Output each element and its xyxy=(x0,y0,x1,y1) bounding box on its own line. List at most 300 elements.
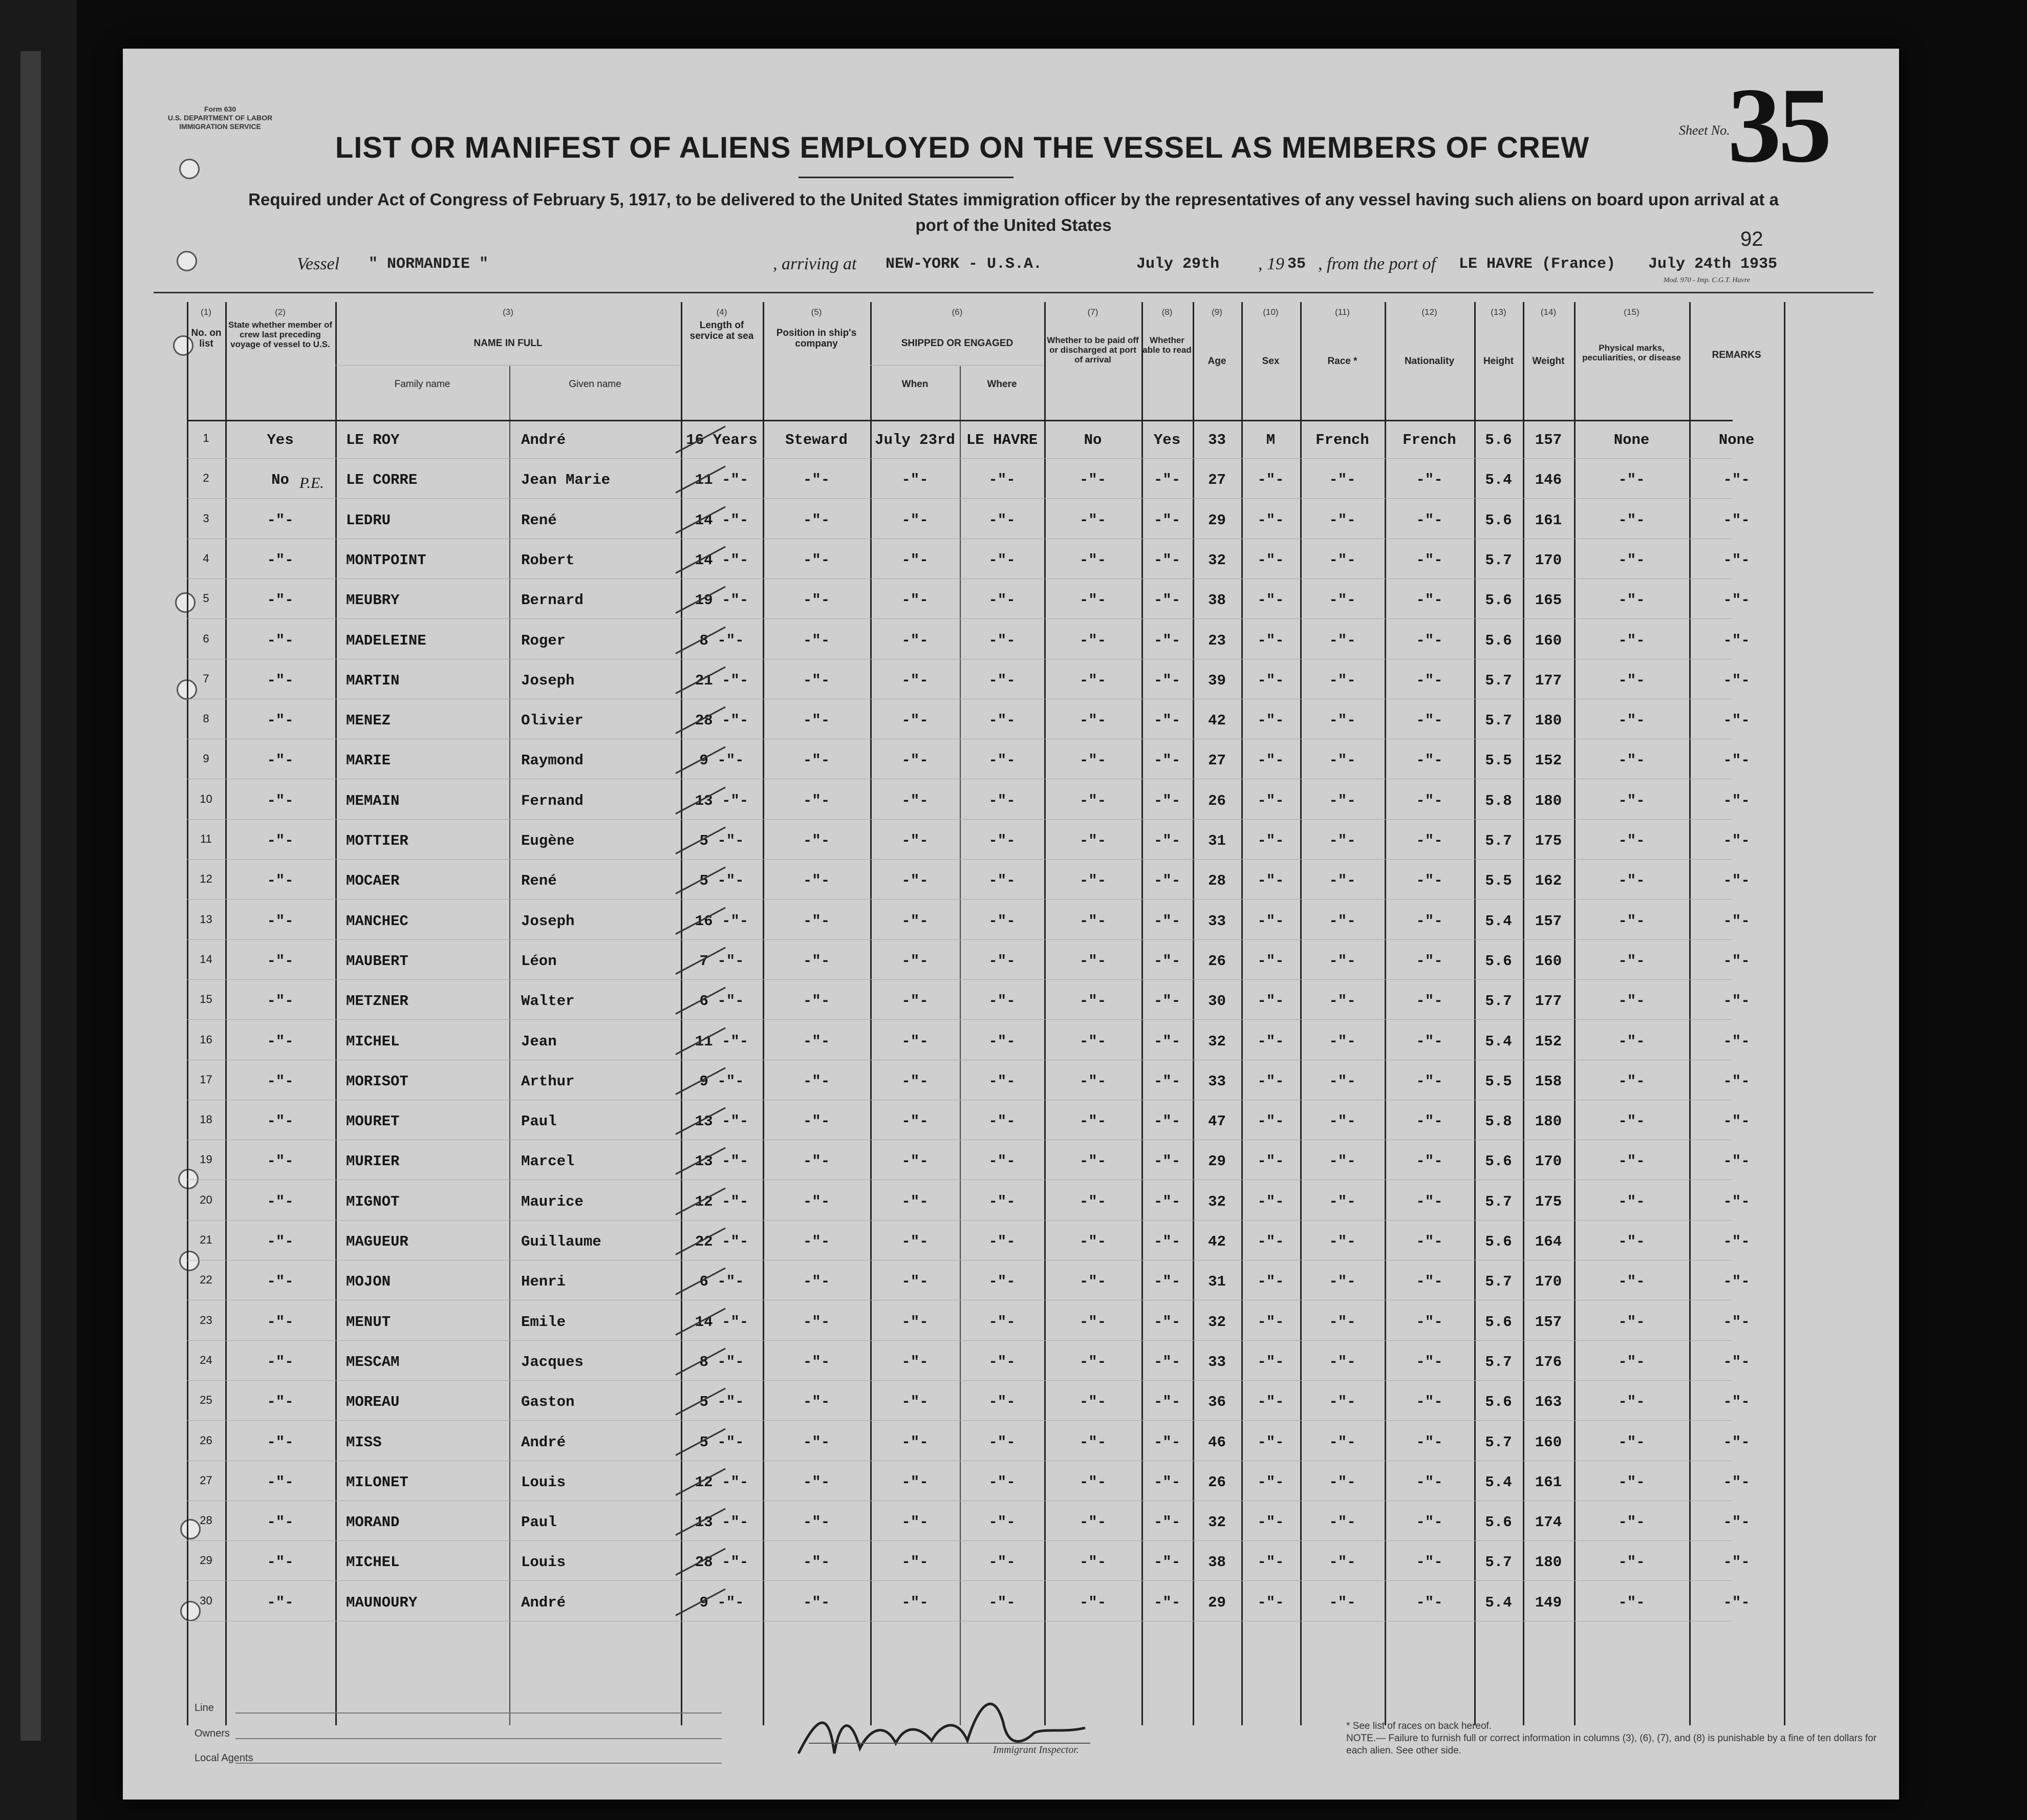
cell-race: -"- xyxy=(1329,712,1356,730)
cell-previous-voyage: -"- xyxy=(267,511,294,529)
cell-age: 39 xyxy=(1208,672,1226,689)
cell-row-number: 18 xyxy=(200,1113,212,1126)
cell-able-to-read: -"- xyxy=(1153,1033,1181,1050)
cell-given-name: André xyxy=(521,1433,566,1451)
cell-physical-marks: -"- xyxy=(1618,1554,1645,1571)
cell-nationality: -"- xyxy=(1416,1033,1443,1050)
cell-row-number: 2 xyxy=(203,472,209,485)
col13-number: (13) xyxy=(1491,307,1506,317)
cell-row-number: 27 xyxy=(200,1473,212,1487)
cell-given-name: Joseph xyxy=(521,672,575,689)
cell-row-number: 22 xyxy=(200,1273,212,1287)
cell-weight: 161 xyxy=(1535,511,1562,529)
cell-height: 5.7 xyxy=(1485,1273,1512,1291)
col10-header: Sex xyxy=(1262,356,1280,367)
cell-position: -"- xyxy=(803,1514,830,1531)
cell-length-of-service: 14 -"- xyxy=(695,511,749,529)
cell-height: 5.4 xyxy=(1485,472,1512,489)
cell-sex: -"- xyxy=(1257,952,1284,970)
cell-weight: 157 xyxy=(1535,912,1562,930)
cell-row-number: 9 xyxy=(203,752,209,765)
cell-weight: 176 xyxy=(1535,1353,1562,1371)
cell-length-of-service: 13 -"- xyxy=(695,792,749,809)
cell-race: French xyxy=(1316,432,1369,448)
cell-height: 5.7 xyxy=(1485,1433,1512,1451)
inspector-label: Immigrant Inspector. xyxy=(993,1744,1079,1755)
cell-length-of-service: 8 -"- xyxy=(699,632,744,649)
cell-family-name: MOTTIER xyxy=(346,832,408,849)
cell-position: -"- xyxy=(803,472,830,489)
cell-remarks: -"- xyxy=(1723,912,1750,930)
cell-given-name: Maurice xyxy=(521,1193,584,1210)
cell-physical-marks: None xyxy=(1613,432,1650,448)
subtitle-line-2: port of the United States xyxy=(915,216,1112,234)
cell-shipped-where: -"- xyxy=(988,1273,1016,1291)
cell-shipped-when: -"- xyxy=(901,1193,929,1210)
cell-paid-off: -"- xyxy=(1079,832,1107,849)
cell-physical-marks: -"- xyxy=(1618,752,1645,769)
cell-nationality: -"- xyxy=(1416,993,1443,1010)
cell-physical-marks: -"- xyxy=(1618,551,1645,569)
cell-able-to-read: -"- xyxy=(1153,1153,1181,1170)
cell-position: -"- xyxy=(803,752,830,769)
header-bottom-rule xyxy=(187,420,1733,421)
cell-nationality: French xyxy=(1403,432,1456,448)
cell-nationality: -"- xyxy=(1416,632,1443,649)
cell-race: -"- xyxy=(1329,832,1356,849)
col6-header: SHIPPED OR ENGAGED xyxy=(901,338,1014,349)
cell-shipped-when: July 23rd xyxy=(875,432,955,448)
cell-remarks: -"- xyxy=(1723,472,1750,489)
cell-height: 5.7 xyxy=(1485,551,1512,569)
cell-shipped-where: -"- xyxy=(988,712,1016,730)
cell-nationality: -"- xyxy=(1416,551,1443,569)
cell-given-name: Henri xyxy=(521,1273,566,1291)
cell-weight: 170 xyxy=(1535,1273,1562,1291)
cell-shipped-when: -"- xyxy=(901,1394,929,1411)
cell-shipped-where: -"- xyxy=(988,472,1016,489)
cell-given-name: Jean Marie xyxy=(521,472,611,489)
cell-race: -"- xyxy=(1329,472,1356,489)
cell-age: 42 xyxy=(1208,1233,1226,1250)
cell-position: -"- xyxy=(803,1313,830,1331)
cell-nationality: -"- xyxy=(1416,672,1443,689)
handwritten-initials: P.E. xyxy=(299,475,324,491)
cell-position: -"- xyxy=(803,1594,830,1611)
punch-hole xyxy=(178,1169,199,1189)
cell-previous-voyage: -"- xyxy=(267,1394,294,1411)
cell-sex: -"- xyxy=(1257,1473,1284,1491)
cell-physical-marks: -"- xyxy=(1618,1153,1645,1170)
cell-nationality: -"- xyxy=(1416,472,1443,489)
cell-nationality: -"- xyxy=(1416,1193,1443,1210)
year-label: , 19 xyxy=(1258,254,1284,273)
footer-notes xyxy=(1346,1720,1899,1757)
cell-height: 5.7 xyxy=(1485,672,1512,689)
cell-weight: 161 xyxy=(1535,1473,1562,1491)
cell-paid-off: -"- xyxy=(1079,752,1107,769)
cell-length-of-service: 8 -"- xyxy=(699,1353,744,1371)
cell-shipped-where: -"- xyxy=(988,1514,1016,1531)
cell-paid-off: -"- xyxy=(1079,952,1107,970)
cell-able-to-read: -"- xyxy=(1153,1313,1181,1331)
cell-race: -"- xyxy=(1329,1073,1356,1090)
cell-remarks: -"- xyxy=(1723,832,1750,849)
cell-shipped-when: -"- xyxy=(901,993,929,1010)
cell-shipped-when: -"- xyxy=(901,952,929,970)
cell-given-name: Walter xyxy=(521,993,575,1010)
cell-previous-voyage: -"- xyxy=(267,712,294,730)
cell-physical-marks: -"- xyxy=(1618,1233,1645,1250)
cell-position: -"- xyxy=(803,672,830,689)
cell-shipped-when: -"- xyxy=(901,872,929,890)
cell-height: 5.5 xyxy=(1485,752,1512,769)
cell-physical-marks: -"- xyxy=(1618,672,1645,689)
cell-race: -"- xyxy=(1329,1313,1356,1331)
cell-physical-marks: -"- xyxy=(1618,712,1645,730)
cell-given-name: Marcel xyxy=(521,1153,575,1170)
cell-shipped-when: -"- xyxy=(901,752,929,769)
cell-position: -"- xyxy=(803,1033,830,1050)
cell-weight: 160 xyxy=(1535,1433,1562,1451)
cell-family-name: LE CORRE xyxy=(346,472,418,489)
adjacent-page-edge xyxy=(20,51,41,1741)
col11-header: Race * xyxy=(1327,356,1357,367)
cell-weight: 163 xyxy=(1535,1394,1562,1411)
cell-nationality: -"- xyxy=(1416,1233,1443,1250)
cell-family-name: MICHEL xyxy=(346,1033,400,1050)
when-header: When xyxy=(901,379,929,390)
cell-age: 47 xyxy=(1208,1113,1226,1130)
cell-shipped-when: -"- xyxy=(901,1073,929,1090)
cell-previous-voyage: -"- xyxy=(267,832,294,849)
cell-position: -"- xyxy=(803,952,830,970)
cell-given-name: René xyxy=(521,872,557,890)
cell-nationality: -"- xyxy=(1416,832,1443,849)
remarks-header: REMARKS xyxy=(1712,350,1761,360)
cell-physical-marks: -"- xyxy=(1618,511,1645,529)
cell-weight: 170 xyxy=(1535,1153,1562,1170)
cell-nationality: -"- xyxy=(1416,1313,1443,1331)
cell-position: Steward xyxy=(785,432,848,448)
cell-height: 5.7 xyxy=(1485,1193,1512,1210)
row-rule xyxy=(187,1580,1733,1581)
cell-given-name: Fernand xyxy=(521,792,584,809)
cell-previous-voyage: -"- xyxy=(267,872,294,890)
col10-number: (10) xyxy=(1263,307,1279,317)
cell-given-name: Joseph xyxy=(521,912,575,930)
cell-weight: 175 xyxy=(1535,832,1562,849)
cell-paid-off: -"- xyxy=(1079,1514,1107,1531)
cell-physical-marks: -"- xyxy=(1618,952,1645,970)
cell-nationality: -"- xyxy=(1416,1273,1443,1291)
cell-previous-voyage: -"- xyxy=(267,1554,294,1571)
cell-nationality: -"- xyxy=(1416,952,1443,970)
cell-position: -"- xyxy=(803,712,830,730)
cell-shipped-when: -"- xyxy=(901,792,929,809)
cell-shipped-when: -"- xyxy=(901,1554,929,1571)
cell-family-name: MOREAU xyxy=(346,1394,400,1411)
cell-row-number: 1 xyxy=(203,432,209,444)
cell-shipped-where: -"- xyxy=(988,1113,1016,1130)
cell-row-number: 26 xyxy=(200,1433,212,1447)
cell-remarks: -"- xyxy=(1723,1113,1750,1130)
cell-given-name: Gaston xyxy=(521,1394,575,1411)
cell-position: -"- xyxy=(803,1153,830,1170)
cell-able-to-read: -"- xyxy=(1153,1594,1181,1611)
cell-sex: -"- xyxy=(1257,511,1284,529)
cell-shipped-when: -"- xyxy=(901,1353,929,1371)
cell-given-name: Olivier xyxy=(521,712,584,730)
cell-family-name: MICHEL xyxy=(346,1554,400,1571)
cell-sex: -"- xyxy=(1257,1073,1284,1090)
cell-weight: 162 xyxy=(1535,872,1562,890)
col2-number: (2) xyxy=(275,307,286,317)
cell-height: 5.4 xyxy=(1485,1594,1512,1611)
cell-able-to-read: -"- xyxy=(1153,1514,1181,1531)
cell-shipped-where: -"- xyxy=(988,912,1016,930)
cell-previous-voyage: -"- xyxy=(267,1594,294,1611)
cell-shipped-where: -"- xyxy=(988,952,1016,970)
col15-number: (15) xyxy=(1624,307,1640,317)
cell-family-name: MAUNOURY xyxy=(346,1594,418,1611)
cell-age: 32 xyxy=(1208,1313,1226,1331)
cell-able-to-read: -"- xyxy=(1153,1193,1181,1210)
cell-sex: -"- xyxy=(1257,832,1284,849)
cell-sex: -"- xyxy=(1257,1233,1284,1250)
cell-given-name: Robert xyxy=(521,551,575,569)
cell-age: 38 xyxy=(1208,592,1226,609)
col14-number: (14) xyxy=(1540,307,1557,317)
cell-previous-voyage: -"- xyxy=(267,592,294,609)
cell-race: -"- xyxy=(1329,1113,1356,1130)
cell-weight: 157 xyxy=(1535,432,1562,448)
cell-able-to-read: -"- xyxy=(1153,1233,1181,1250)
col9-header: Age xyxy=(1207,356,1226,367)
cell-able-to-read: -"- xyxy=(1153,712,1181,730)
cell-row-number: 29 xyxy=(200,1554,212,1567)
cell-given-name: Arthur xyxy=(521,1073,575,1090)
cell-sex: -"- xyxy=(1257,752,1284,769)
cell-shipped-where: -"- xyxy=(988,1473,1016,1491)
cell-able-to-read: -"- xyxy=(1153,752,1181,769)
local-agents-field xyxy=(235,1763,722,1764)
cell-height: 5.6 xyxy=(1485,592,1512,609)
cell-family-name: LEDRU xyxy=(346,511,391,529)
cell-remarks: -"- xyxy=(1723,1433,1750,1451)
family-name-header: Family name xyxy=(394,379,450,390)
cell-weight: 175 xyxy=(1535,1193,1562,1210)
cell-shipped-where: -"- xyxy=(988,592,1016,609)
cell-shipped-when: -"- xyxy=(901,632,929,649)
cell-previous-voyage: -"- xyxy=(267,1113,294,1130)
cell-weight: 170 xyxy=(1535,551,1562,569)
cell-able-to-read: -"- xyxy=(1153,792,1181,809)
cell-family-name: MANCHEC xyxy=(346,912,408,930)
cell-weight: 160 xyxy=(1535,952,1562,970)
cell-family-name: MENUT xyxy=(346,1313,391,1331)
cell-paid-off: -"- xyxy=(1079,1113,1107,1130)
cell-sex: -"- xyxy=(1257,632,1284,649)
cell-previous-voyage: -"- xyxy=(267,1433,294,1451)
punch-hole xyxy=(177,251,197,271)
row-rule xyxy=(187,819,1733,820)
cell-remarks: -"- xyxy=(1723,872,1750,890)
cell-remarks: -"- xyxy=(1723,1273,1750,1291)
cell-row-number: 17 xyxy=(200,1073,212,1086)
arriving-port: NEW-YORK - U.S.A. xyxy=(886,255,1043,273)
cell-physical-marks: -"- xyxy=(1618,1113,1645,1130)
cell-row-number: 5 xyxy=(203,592,209,605)
cell-family-name: MISS xyxy=(346,1433,382,1451)
cell-family-name: MOURET xyxy=(346,1113,400,1130)
cell-remarks: -"- xyxy=(1723,993,1750,1010)
cell-position: -"- xyxy=(803,1554,830,1571)
cell-paid-off: -"- xyxy=(1079,792,1107,809)
cell-position: -"- xyxy=(803,1353,830,1371)
cell-sex: -"- xyxy=(1257,1594,1284,1611)
col1-header: No. on list xyxy=(191,328,222,349)
cell-race: -"- xyxy=(1329,752,1356,769)
cell-family-name: METZNER xyxy=(346,993,408,1010)
cell-given-name: Emile xyxy=(521,1313,566,1331)
cell-family-name: MEMAIN xyxy=(346,792,400,809)
row-rule xyxy=(187,939,1733,940)
cell-shipped-where: -"- xyxy=(988,632,1016,649)
cell-position: -"- xyxy=(803,592,830,609)
cell-physical-marks: -"- xyxy=(1618,912,1645,930)
cell-able-to-read: -"- xyxy=(1153,832,1181,849)
cell-height: 5.6 xyxy=(1485,1153,1512,1170)
row-rule xyxy=(187,1540,1733,1541)
cell-length-of-service: 9 -"- xyxy=(699,1594,744,1611)
line-label: Line xyxy=(195,1702,214,1714)
cell-shipped-where: -"- xyxy=(988,1313,1016,1331)
cell-race: -"- xyxy=(1329,1273,1356,1291)
cell-remarks: -"- xyxy=(1723,1233,1750,1250)
cell-given-name: Eugène xyxy=(521,832,575,849)
cell-given-name: Jacques xyxy=(521,1353,584,1371)
owners-field xyxy=(235,1738,722,1739)
cell-shipped-when: -"- xyxy=(901,1033,929,1050)
cell-previous-voyage: -"- xyxy=(267,632,294,649)
cell-previous-voyage: No xyxy=(271,472,289,489)
cell-paid-off: No xyxy=(1084,432,1102,448)
cell-age: 31 xyxy=(1208,1273,1226,1291)
where-header: Where xyxy=(987,379,1017,390)
cell-able-to-read: -"- xyxy=(1153,1353,1181,1371)
cell-row-number: 11 xyxy=(200,832,212,845)
cell-height: 5.6 xyxy=(1485,952,1512,970)
cell-given-name: Louis xyxy=(521,1554,566,1571)
cell-weight: 146 xyxy=(1535,472,1562,489)
arrival-date: July 29th xyxy=(1136,255,1220,273)
arriving-label: , arriving at xyxy=(773,254,857,273)
cell-row-number: 15 xyxy=(200,993,212,1006)
shipped-subheader-rule xyxy=(870,365,1044,366)
cell-given-name: Louis xyxy=(521,1473,566,1491)
cell-race: -"- xyxy=(1329,993,1356,1010)
cell-age: 38 xyxy=(1208,1554,1226,1571)
form-identifier xyxy=(154,105,287,131)
cell-shipped-where: -"- xyxy=(988,1433,1016,1451)
cell-length-of-service: 9 -"- xyxy=(699,752,744,769)
cell-physical-marks: -"- xyxy=(1618,1514,1645,1531)
cell-nationality: -"- xyxy=(1416,1473,1443,1491)
cell-nationality: -"- xyxy=(1416,792,1443,809)
cell-weight: 180 xyxy=(1535,792,1562,809)
cell-nationality: -"- xyxy=(1416,1514,1443,1531)
cell-age: 32 xyxy=(1208,1033,1226,1050)
cell-shipped-where: -"- xyxy=(988,1153,1016,1170)
cell-position: -"- xyxy=(803,1073,830,1090)
cell-paid-off: -"- xyxy=(1079,1594,1107,1611)
cell-shipped-when: -"- xyxy=(901,1594,929,1611)
row-rule xyxy=(187,458,1733,459)
cell-previous-voyage: -"- xyxy=(267,1033,294,1050)
cell-shipped-where: -"- xyxy=(988,551,1016,569)
cell-race: -"- xyxy=(1329,672,1356,689)
cell-previous-voyage: -"- xyxy=(267,672,294,689)
cell-position: -"- xyxy=(803,1193,830,1210)
cell-sex: -"- xyxy=(1257,1153,1284,1170)
cell-remarks: -"- xyxy=(1723,592,1750,609)
cell-shipped-where: -"- xyxy=(988,1033,1016,1050)
cell-length-of-service: 7 -"- xyxy=(699,952,744,970)
cell-sex: -"- xyxy=(1257,1033,1284,1050)
cell-row-number: 8 xyxy=(203,712,209,725)
cell-length-of-service: 13 -"- xyxy=(695,1153,749,1170)
cell-height: 5.6 xyxy=(1485,632,1512,649)
cell-able-to-read: -"- xyxy=(1153,551,1181,569)
cell-race: -"- xyxy=(1329,1394,1356,1411)
cell-sex: -"- xyxy=(1257,1554,1284,1571)
cell-remarks: -"- xyxy=(1723,1193,1750,1210)
cell-remarks: -"- xyxy=(1723,712,1750,730)
cell-shipped-when: -"- xyxy=(901,511,929,529)
cell-paid-off: -"- xyxy=(1079,551,1107,569)
cell-length-of-service: 11 -"- xyxy=(695,472,749,489)
cell-height: 5.6 xyxy=(1485,1313,1512,1331)
cell-paid-off: -"- xyxy=(1079,872,1107,890)
cell-given-name: Paul xyxy=(521,1514,557,1531)
cell-paid-off: -"- xyxy=(1079,1273,1107,1291)
cell-weight: 165 xyxy=(1535,592,1562,609)
cell-physical-marks: -"- xyxy=(1618,993,1645,1010)
cell-shipped-when: -"- xyxy=(901,832,929,849)
cell-race: -"- xyxy=(1329,1554,1356,1571)
cell-shipped-where: -"- xyxy=(988,872,1016,890)
cell-weight: 149 xyxy=(1535,1594,1562,1611)
local-agents-label: Local Agents xyxy=(195,1752,253,1764)
cell-length-of-service: 16 Years xyxy=(686,432,758,448)
cell-row-number: 24 xyxy=(200,1353,212,1366)
cell-paid-off: -"- xyxy=(1079,1433,1107,1451)
cell-nationality: -"- xyxy=(1416,1433,1443,1451)
cell-race: -"- xyxy=(1329,1153,1356,1170)
cell-race: -"- xyxy=(1329,1594,1356,1611)
cell-family-name: MURIER xyxy=(346,1153,400,1170)
cell-able-to-read: Yes xyxy=(1153,432,1181,448)
cell-row-number: 10 xyxy=(200,792,212,805)
cell-nationality: -"- xyxy=(1416,1353,1443,1371)
cell-family-name: MORAND xyxy=(346,1514,400,1531)
row-rule xyxy=(187,1220,1733,1221)
cell-height: 5.6 xyxy=(1485,1514,1512,1531)
cell-remarks: -"- xyxy=(1723,1514,1750,1531)
cell-physical-marks: -"- xyxy=(1618,1273,1645,1291)
cell-age: 27 xyxy=(1208,472,1226,489)
